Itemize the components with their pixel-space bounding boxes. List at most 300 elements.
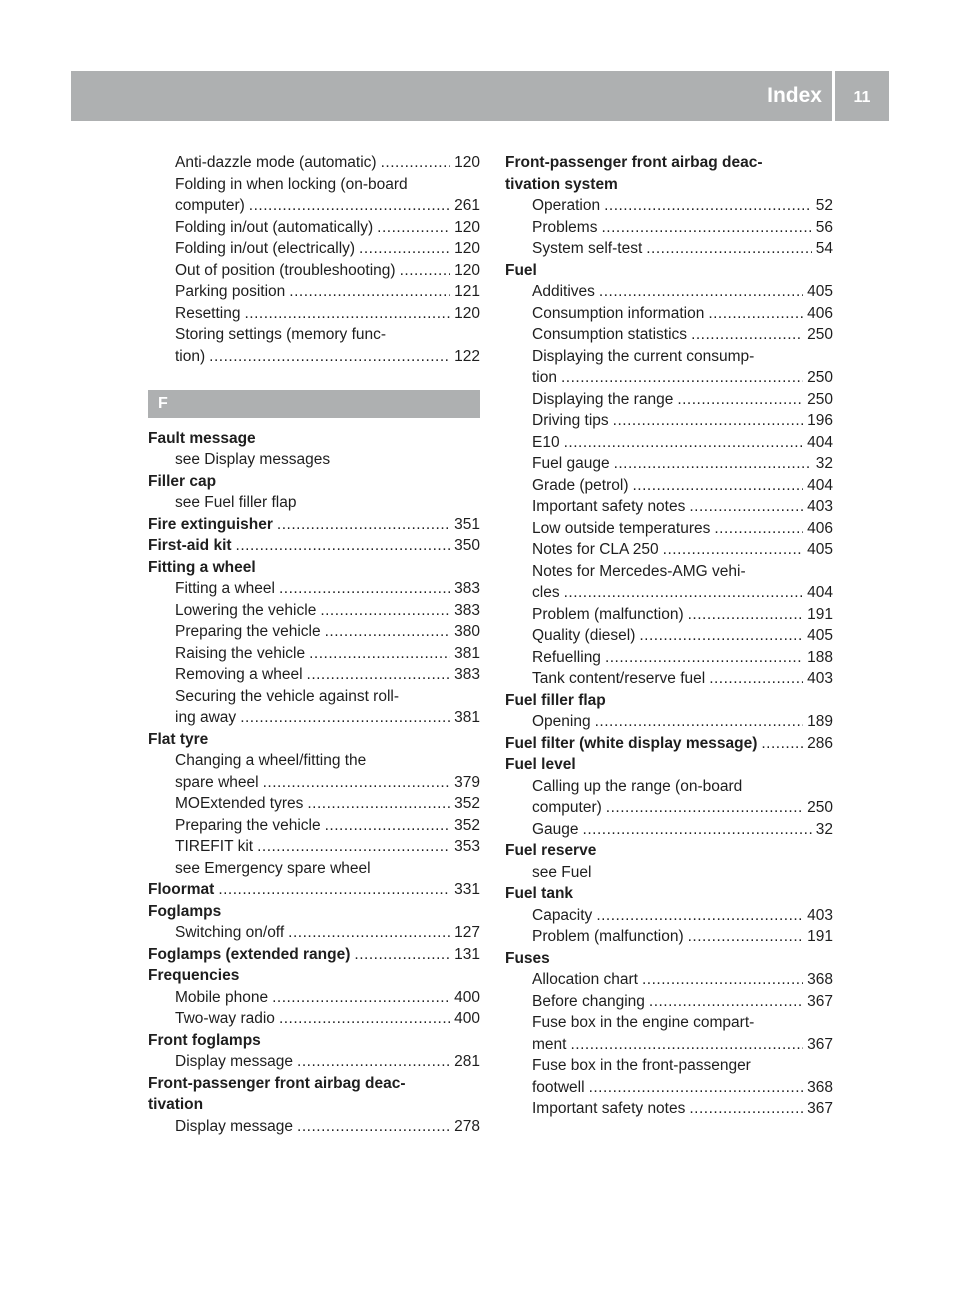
leader-dots — [595, 711, 804, 733]
leader-dots — [354, 944, 450, 966]
leader-dots — [689, 1098, 803, 1120]
entry-page: 383 — [454, 580, 480, 597]
entry-page: 120 — [454, 218, 480, 236]
leader-dots — [320, 600, 450, 622]
index-entry — [505, 1034, 833, 1056]
leader-dots — [325, 621, 451, 643]
index-entry — [505, 582, 833, 604]
leader-dots — [564, 582, 804, 604]
entry-page: 381 — [454, 709, 480, 726]
entry-text: tion — [532, 369, 557, 386]
entry-page: 121 — [454, 283, 480, 300]
entry-text: Refuelling — [532, 648, 601, 666]
leader-dots — [570, 1034, 803, 1056]
entry-text: Opening — [532, 713, 591, 730]
entry-text: see Display messages — [175, 451, 331, 468]
entry-text: Fault message — [148, 429, 256, 447]
entry-text: Fuel level — [505, 756, 576, 773]
leader-dots — [244, 303, 450, 325]
index-entry — [148, 471, 480, 493]
index-entry — [505, 195, 833, 217]
leader-dots — [272, 987, 450, 1009]
entry-page: 368 — [807, 971, 833, 988]
entry-page: 379 — [454, 773, 480, 791]
entry-text: Out of position (troubleshooting) — [175, 261, 396, 279]
index-entry — [505, 303, 833, 325]
entry-page: 32 — [815, 820, 833, 838]
index-entry — [148, 944, 480, 966]
index-entry — [148, 707, 480, 729]
entry-text: Grade (petrol) — [532, 476, 629, 494]
entry-text: Problem (malfunction) — [532, 928, 684, 945]
index-list-right — [505, 152, 833, 1120]
entry-text: Allocation chart — [532, 971, 638, 988]
entry-text: Important safety notes — [532, 498, 686, 515]
index-entry — [505, 647, 833, 669]
index-entry — [148, 1051, 480, 1073]
entry-page: 404 — [807, 433, 833, 451]
leader-dots — [691, 324, 803, 346]
leader-dots — [240, 707, 450, 729]
leader-dots — [605, 647, 803, 669]
entry-text: First-aid kit — [148, 537, 232, 554]
entry-text: Changing a wheel/fitting the — [175, 752, 367, 769]
entry-text: Filler cap — [148, 472, 217, 490]
index-entry — [505, 754, 833, 776]
leader-dots — [589, 1077, 804, 1099]
section-spacer — [148, 367, 480, 389]
entry-text: Mobile phone — [175, 988, 269, 1006]
index-entry — [505, 862, 833, 884]
index-entry — [148, 1094, 480, 1116]
entry-page: 403 — [807, 906, 833, 924]
entry-text: Removing a wheel — [175, 666, 303, 683]
entry-text: Driving tips — [532, 412, 609, 429]
leader-dots — [236, 535, 451, 557]
index-entry — [148, 1030, 480, 1052]
leader-dots — [564, 432, 804, 454]
leader-dots — [708, 303, 803, 325]
entry-page: 250 — [807, 390, 833, 408]
entry-text: Fuses — [505, 949, 550, 967]
entry-page: 188 — [807, 648, 833, 666]
leader-dots — [761, 733, 803, 755]
entry-page: 368 — [807, 1078, 833, 1096]
index-entry — [148, 428, 480, 450]
entry-text: System self-test — [532, 240, 643, 257]
entry-text: Front-passenger front airbag deac- — [505, 154, 763, 171]
leader-dots — [613, 410, 803, 432]
index-entry — [148, 750, 480, 772]
entry-text: Problems — [532, 218, 598, 236]
index-entry — [505, 969, 833, 991]
entry-text: Storing settings (memory func- — [175, 326, 387, 343]
leader-dots — [279, 1008, 450, 1030]
index-entry — [148, 836, 480, 858]
entry-text: Folding in/out (electrically) — [175, 240, 356, 257]
index-entry — [148, 195, 480, 217]
index-entry — [505, 518, 833, 540]
leader-dots — [599, 281, 803, 303]
leader-dots — [257, 836, 450, 858]
leader-dots — [359, 238, 450, 260]
entry-text: Preparing the vehicle — [175, 623, 321, 640]
entry-text: Resetting — [175, 304, 241, 322]
entry-page: 352 — [454, 795, 480, 812]
index-entry — [505, 668, 833, 690]
index-column-left — [148, 152, 480, 1137]
entry-page: 250 — [807, 326, 833, 343]
index-entry — [148, 621, 480, 643]
leader-dots — [649, 991, 803, 1013]
leader-dots — [307, 793, 450, 815]
entry-page: 189 — [807, 713, 833, 730]
index-entry — [148, 557, 480, 579]
entry-text: see Emergency spare wheel — [175, 859, 371, 877]
entry-text: cles — [532, 584, 560, 601]
index-entry — [505, 539, 833, 561]
entry-text: footwell — [532, 1078, 585, 1096]
index-entry — [505, 561, 833, 583]
entry-page: 381 — [454, 644, 480, 662]
leader-dots — [307, 664, 451, 686]
entry-page: 350 — [454, 537, 480, 554]
entry-page: 120 — [454, 304, 480, 322]
entry-text: Capacity — [532, 906, 593, 924]
entry-text: Foglamps — [148, 902, 222, 920]
leader-dots — [309, 643, 450, 665]
index-list-left-f — [148, 428, 480, 1138]
entry-text: Quality (diesel) — [532, 627, 636, 644]
entry-page: 367 — [807, 1035, 833, 1053]
entry-text: Additives — [532, 283, 595, 300]
index-entry — [148, 174, 480, 196]
entry-text: TIREFIT kit — [175, 838, 254, 855]
entry-page: 278 — [454, 1117, 480, 1135]
entry-text: Fuse box in the engine compart- — [532, 1014, 755, 1031]
leader-dots — [583, 819, 812, 841]
index-entry — [505, 733, 833, 755]
entry-page: 52 — [815, 197, 833, 214]
entry-page: 191 — [807, 928, 833, 945]
index-entry — [148, 1073, 480, 1095]
leader-dots — [646, 238, 812, 260]
entry-page: 351 — [454, 515, 480, 533]
leader-dots — [249, 195, 450, 217]
index-entry — [505, 260, 833, 282]
index-entry — [148, 879, 480, 901]
entry-page: 120 — [454, 261, 480, 279]
entry-text: Parking position — [175, 283, 286, 300]
index-entry — [148, 901, 480, 923]
leader-dots — [289, 281, 450, 303]
entry-text: tivation — [148, 1096, 204, 1113]
index-entry — [505, 905, 833, 927]
entry-page: 122 — [454, 347, 480, 365]
leader-dots — [642, 969, 803, 991]
section-header-f: F — [148, 390, 480, 418]
index-entry — [505, 281, 833, 303]
entry-page: 405 — [807, 283, 833, 300]
leader-dots — [209, 346, 450, 368]
entry-page: 56 — [815, 218, 833, 236]
index-entry — [148, 987, 480, 1009]
index-entry — [148, 578, 480, 600]
leader-dots — [279, 578, 450, 600]
index-entry — [505, 367, 833, 389]
entry-text: Display message — [175, 1053, 294, 1070]
entry-page: 406 — [807, 304, 833, 322]
leader-dots — [604, 195, 812, 217]
entry-text: Before changing — [532, 992, 645, 1010]
entry-text: see Fuel filler flap — [175, 494, 297, 511]
entry-text: Anti-dazzle mode (automatic) — [175, 154, 377, 171]
entry-text: Floormat — [148, 881, 215, 898]
entry-text: E10 — [532, 433, 560, 451]
entry-page: 403 — [807, 670, 833, 687]
entry-text: Fuel gauge — [532, 455, 610, 472]
entry-page: 380 — [454, 623, 480, 640]
entry-text: Lowering the vehicle — [175, 601, 317, 619]
entry-text: MOExtended tyres — [175, 795, 304, 812]
entry-page: 286 — [807, 734, 833, 752]
entry-page: 196 — [807, 412, 833, 429]
entry-page: 400 — [454, 1010, 480, 1027]
entry-text: Fuse box in the front-passenger — [532, 1057, 751, 1074]
index-list-left-top — [148, 152, 480, 367]
index-entry — [148, 664, 480, 686]
entry-text: Gauge — [532, 820, 579, 838]
entry-page: 403 — [807, 498, 833, 515]
entry-text: Fitting a wheel — [148, 558, 256, 576]
entry-text: Preparing the vehicle — [175, 816, 321, 834]
entry-page: 405 — [807, 627, 833, 644]
index-entry — [148, 1008, 480, 1030]
entry-page: 331 — [454, 881, 480, 898]
leader-dots — [218, 879, 450, 901]
entry-page: 191 — [807, 605, 833, 623]
entry-text: Fuel tank — [505, 885, 574, 902]
entry-text: Fuel — [505, 261, 537, 279]
entry-page: 404 — [807, 476, 833, 494]
index-entry — [148, 260, 480, 282]
entry-text: Two-way radio — [175, 1010, 275, 1027]
entry-text: Low outside temperatures — [532, 519, 711, 537]
entry-text: spare wheel — [175, 773, 259, 791]
index-entry — [148, 324, 480, 346]
index-entry — [505, 346, 833, 368]
index-entry — [148, 922, 480, 944]
index-entry — [505, 690, 833, 712]
entry-page: 352 — [454, 816, 480, 834]
entry-text: computer) — [175, 197, 245, 214]
entry-page: 281 — [454, 1053, 480, 1070]
entry-page: 120 — [454, 154, 480, 171]
entry-page: 400 — [454, 988, 480, 1006]
entry-page: 405 — [807, 541, 833, 558]
index-column-right — [505, 152, 833, 1120]
entry-text: Problem (malfunction) — [532, 605, 684, 623]
index-entry — [505, 324, 833, 346]
leader-dots — [632, 475, 803, 497]
entry-text: Securing the vehicle against roll- — [175, 687, 400, 705]
index-entry — [505, 475, 833, 497]
index-entry — [505, 604, 833, 626]
entry-text: Fitting a wheel — [175, 580, 275, 597]
index-entry — [148, 303, 480, 325]
index-entry — [148, 772, 480, 794]
index-entry — [505, 711, 833, 733]
entry-text: Raising the vehicle — [175, 644, 306, 662]
leader-dots — [263, 772, 451, 794]
entry-page: 404 — [807, 584, 833, 601]
leader-dots — [377, 217, 450, 239]
index-entry — [505, 152, 833, 174]
entry-text: see Fuel — [532, 863, 592, 881]
index-entry — [148, 643, 480, 665]
leader-dots — [688, 926, 804, 948]
leader-dots — [561, 367, 803, 389]
entry-page: 250 — [807, 369, 833, 386]
index-entry — [148, 514, 480, 536]
index-entry — [505, 625, 833, 647]
entry-text: Front foglamps — [148, 1031, 261, 1049]
entry-text: Tank content/reserve fuel — [532, 670, 706, 687]
leader-dots — [288, 922, 450, 944]
leader-dots — [714, 518, 803, 540]
leader-dots — [596, 905, 803, 927]
entry-page: 367 — [807, 992, 833, 1010]
index-title: Index — [767, 84, 822, 107]
entry-text: Displaying the range — [532, 390, 674, 408]
index-entry — [505, 797, 833, 819]
entry-text: Fuel filler flap — [505, 691, 606, 709]
index-entry — [148, 729, 480, 751]
leader-dots — [325, 815, 451, 837]
entry-text: Display message — [175, 1117, 294, 1135]
index-entry — [148, 793, 480, 815]
index-entry — [148, 449, 480, 471]
entry-text: computer) — [532, 799, 602, 816]
index-entry — [505, 432, 833, 454]
entry-page: 250 — [807, 799, 833, 816]
entry-page: 120 — [454, 240, 480, 257]
index-entry — [505, 1012, 833, 1034]
index-entry — [148, 965, 480, 987]
entry-page: 383 — [454, 666, 480, 683]
index-entry — [505, 948, 833, 970]
entry-text: Operation — [532, 197, 601, 214]
index-entry — [505, 389, 833, 411]
entry-text: Consumption statistics — [532, 326, 688, 343]
index-entry — [148, 815, 480, 837]
entry-text: Folding in/out (automatically) — [175, 218, 374, 236]
entry-text: Consumption information — [532, 304, 705, 322]
entry-page: 131 — [454, 945, 480, 963]
leader-dots — [677, 389, 803, 411]
leader-dots — [601, 217, 811, 239]
index-entry — [505, 819, 833, 841]
index-entry — [148, 217, 480, 239]
leader-dots — [297, 1116, 450, 1138]
entry-text: Folding in when locking (on-board — [175, 175, 408, 193]
entry-text: tivation system — [505, 175, 618, 193]
index-entry — [505, 1098, 833, 1120]
entry-text: Displaying the current consump- — [532, 347, 755, 365]
entry-page: 367 — [807, 1100, 833, 1117]
index-entry — [148, 238, 480, 260]
page-number: 11 — [853, 89, 871, 106]
entry-text: Important safety notes — [532, 1100, 686, 1117]
entry-text: Fire extinguisher — [148, 515, 273, 533]
index-entry — [505, 174, 833, 196]
index-entry — [148, 281, 480, 303]
entry-text: Frequencies — [148, 967, 240, 984]
entry-text: Notes for CLA 250 — [532, 541, 659, 558]
entry-text: Fuel reserve — [505, 842, 597, 859]
leader-dots — [606, 797, 803, 819]
index-entry — [505, 883, 833, 905]
leader-dots — [689, 496, 803, 518]
leader-dots — [297, 1051, 450, 1073]
entry-page: 353 — [454, 838, 480, 855]
index-entry — [505, 410, 833, 432]
leader-dots — [614, 453, 812, 475]
index-entry — [148, 152, 480, 174]
entry-text: Switching on/off — [175, 924, 285, 941]
entry-text: tion) — [175, 347, 206, 365]
leader-dots — [688, 604, 804, 626]
leader-dots — [663, 539, 803, 561]
leader-dots — [709, 668, 803, 690]
index-entry — [505, 926, 833, 948]
index-entry — [148, 686, 480, 708]
index-entry — [505, 840, 833, 862]
leader-dots — [639, 625, 803, 647]
index-entry — [148, 600, 480, 622]
index-entry — [505, 217, 833, 239]
leader-dots — [277, 514, 450, 536]
index-entry — [148, 346, 480, 368]
entry-text: Foglamps (extended range) — [148, 945, 351, 963]
entry-text: ment — [532, 1035, 567, 1053]
index-entry — [148, 492, 480, 514]
index-entry — [505, 453, 833, 475]
index-entry — [505, 991, 833, 1013]
leader-dots — [400, 260, 451, 282]
entry-text: Flat tyre — [148, 730, 209, 748]
entry-text: Fuel filter (white display message) — [505, 734, 758, 752]
entry-page: 54 — [815, 240, 833, 257]
entry-text: ing away — [175, 709, 237, 726]
index-entry — [148, 858, 480, 880]
index-entry — [505, 1077, 833, 1099]
index-entry — [505, 496, 833, 518]
entry-page: 32 — [815, 455, 833, 472]
index-entry — [505, 776, 833, 798]
entry-text: Front-passenger front airbag deac- — [148, 1074, 406, 1092]
entry-page: 261 — [454, 197, 480, 214]
entry-text: Calling up the range (on-board — [532, 777, 743, 795]
index-entry — [148, 535, 480, 557]
entry-page: 383 — [454, 601, 480, 619]
entry-page: 406 — [807, 519, 833, 537]
leader-dots — [381, 152, 451, 174]
entry-text: Notes for Mercedes-AMG vehi- — [532, 562, 746, 580]
entry-page: 127 — [454, 924, 480, 941]
index-entry — [505, 238, 833, 260]
index-entry — [505, 1055, 833, 1077]
